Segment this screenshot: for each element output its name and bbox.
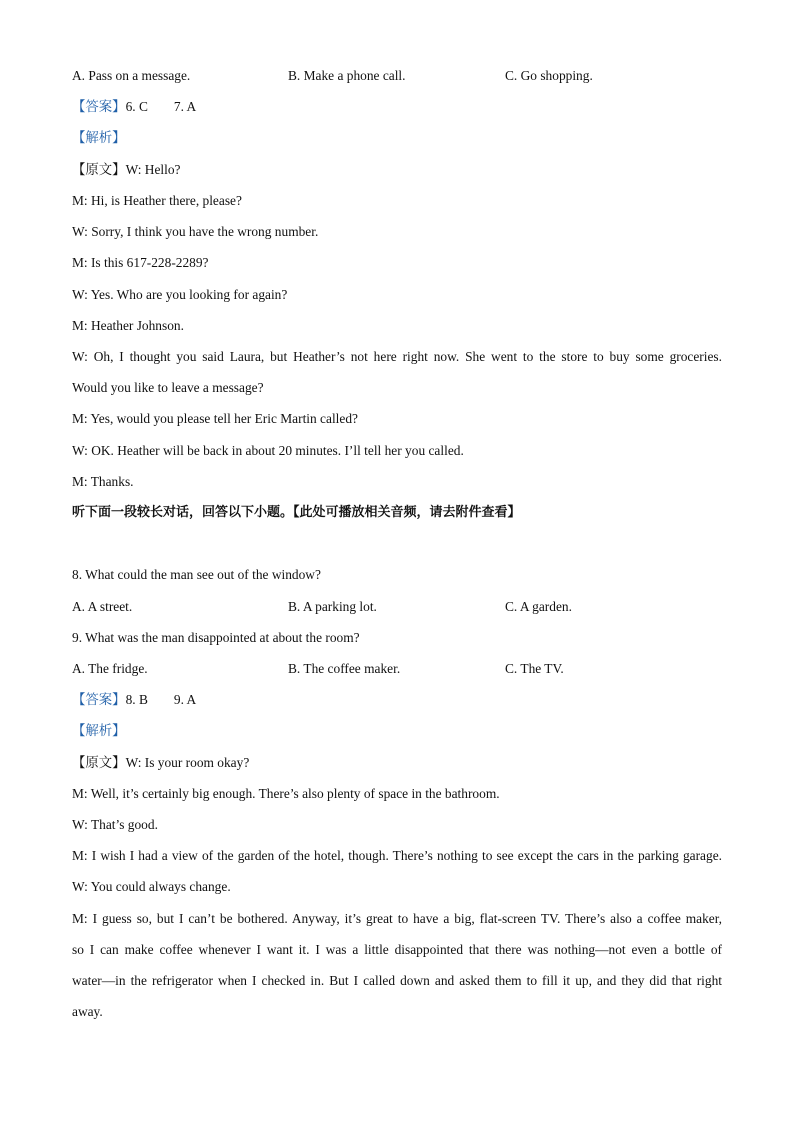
transcript-line: M: Heather Johnson.: [72, 318, 184, 333]
transcript-tag: 【原文】: [72, 755, 126, 770]
transcript-line: W: OK. Heather will be back in about 20 minutes. I’ll tell her you called.: [72, 443, 464, 458]
answer-line: [72, 98, 196, 116]
question-8: 8. What could the man see out of the window?: [72, 567, 321, 582]
listening-instruction: 听下面一段较长对话，回答以下小题。【此处可播放相关音频，请去附件查看】: [72, 505, 521, 520]
option-a: A. Pass on a message.: [72, 68, 191, 83]
answer-value: 9. A: [173, 692, 197, 707]
option-c: C. The TV.: [505, 661, 564, 676]
option-b: B. Make a phone call.: [288, 68, 406, 83]
transcript-line: Would you like to leave a message?: [72, 380, 264, 395]
analysis-tag: 【解析】: [72, 130, 126, 145]
transcript-line: water—in the refrigerator when I checked in. But I called down and asked them to fill it up, and they did that right: [72, 973, 722, 988]
answer-tag: 【答案】: [72, 99, 126, 114]
option-a: A. The fridge.: [72, 661, 148, 676]
answer-value: 7. A: [173, 99, 197, 114]
transcript-line: M: Thanks.: [72, 474, 134, 489]
transcript-line: M: Hi, is Heather there, please?: [72, 193, 242, 208]
option-c: C. A garden.: [505, 599, 572, 614]
option-a: A. A street.: [72, 599, 133, 614]
transcript-line: M: I guess so, but I can’t be bothered. Anyway, it’s great to have a big, flat-screen TV. There’s also a coffee maker,: [72, 911, 722, 926]
transcript-tag: 【原文】: [72, 162, 126, 177]
transcript-line: M: Is this 617-228-2289?: [72, 255, 209, 270]
transcript-line: W: Sorry, I think you have the wrong number.: [72, 224, 319, 239]
transcript-text: W: Is your room okay?: [125, 755, 250, 770]
question-9: 9. What was the man disappointed at about the room?: [72, 630, 360, 645]
transcript-text: W: Hello?: [125, 162, 181, 177]
transcript-line: W: Yes. Who are you looking for again?: [72, 287, 288, 302]
analysis-tag: 【解析】: [72, 723, 126, 738]
transcript-line: M: Yes, would you please tell her Eric Martin called?: [72, 411, 358, 426]
transcript-line: M: Well, it’s certainly big enough. There’s also plenty of space in the bathroom.: [72, 786, 500, 801]
transcript-line: M: I wish I had a view of the garden of the hotel, though. There’s nothing to see except the cars in the parking garage.: [72, 848, 722, 863]
option-b: B. The coffee maker.: [288, 661, 401, 676]
answer-tag: 【答案】: [72, 692, 126, 707]
transcript-first-line: [72, 161, 180, 179]
transcript-first-line: [72, 754, 249, 772]
option-b: B. A parking lot.: [288, 599, 377, 614]
transcript-line: away.: [72, 1004, 103, 1019]
transcript-line: W: Oh, I thought you said Laura, but Heather’s not here right now. She went to the store to buy some groceries.: [72, 349, 722, 364]
transcript-line: so I can make coffee whenever I want it. I was a little disappointed that there was nothing—not even a bottle of: [72, 942, 722, 957]
transcript-line: W: You could always change.: [72, 879, 231, 894]
answer-value: 8. B: [125, 692, 148, 707]
answer-value: 6. C: [125, 99, 148, 114]
option-c: C. Go shopping.: [505, 68, 593, 83]
transcript-line: W: That’s good.: [72, 817, 158, 832]
answer-line: [72, 691, 196, 709]
